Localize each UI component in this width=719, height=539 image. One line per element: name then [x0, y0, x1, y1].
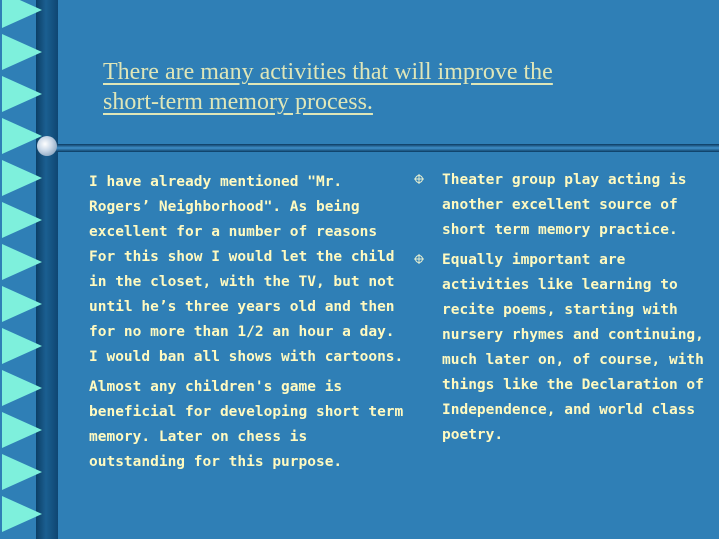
- triangle-decoration: [2, 328, 42, 364]
- triangle-decoration: [2, 286, 42, 322]
- crosshair-circle-icon: [414, 254, 424, 264]
- bullet-item: [414, 168, 714, 243]
- triangle-decoration: [2, 76, 42, 112]
- left-decorative-border: [0, 0, 80, 539]
- triangle-decoration: [2, 34, 42, 70]
- triangle-decoration: [2, 160, 42, 196]
- bullet-text: Theater group play acting is another excellent source of short term memory practice.: [442, 172, 687, 238]
- triangle-decoration: [2, 496, 42, 532]
- right-column: [414, 168, 714, 453]
- title-line-2: short-term memory process.: [103, 89, 373, 115]
- triangle-decoration: [2, 370, 42, 406]
- triangle-decoration: [2, 202, 42, 238]
- triangle-decoration: [2, 412, 42, 448]
- horizontal-divider: [48, 144, 719, 152]
- triangle-decoration: [2, 0, 42, 28]
- left-paragraph: Almost any children's game is beneficial for developing short term memory. Later on chess is outstanding for this purpose.: [89, 379, 404, 470]
- bullet-item: [414, 248, 714, 448]
- triangle-decoration: [2, 118, 42, 154]
- title-line-1: There are many activities that will improve the: [103, 59, 553, 85]
- left-paragraph: I have already mentioned "Mr. Rogers’ Neighborhood". As being excellent for a number of reasons For this show I would let the child in the closet, with the TV, but not until he’s three years old and then for no more than 1/2 an hour a day. I would ban all shows with cartoons.: [89, 174, 404, 365]
- triangle-decoration: [2, 244, 42, 280]
- divider-knob: [37, 136, 57, 156]
- left-column: [89, 170, 404, 480]
- triangle-decoration: [2, 454, 42, 490]
- bullet-text: Equally important are activities like learning to recite poems, starting with nursery rhymes and continuing, much later on, of course, with things like the Declaration of Independence, and world class poetry.: [442, 252, 704, 443]
- slide-title: [103, 57, 703, 117]
- crosshair-circle-icon: [414, 174, 424, 184]
